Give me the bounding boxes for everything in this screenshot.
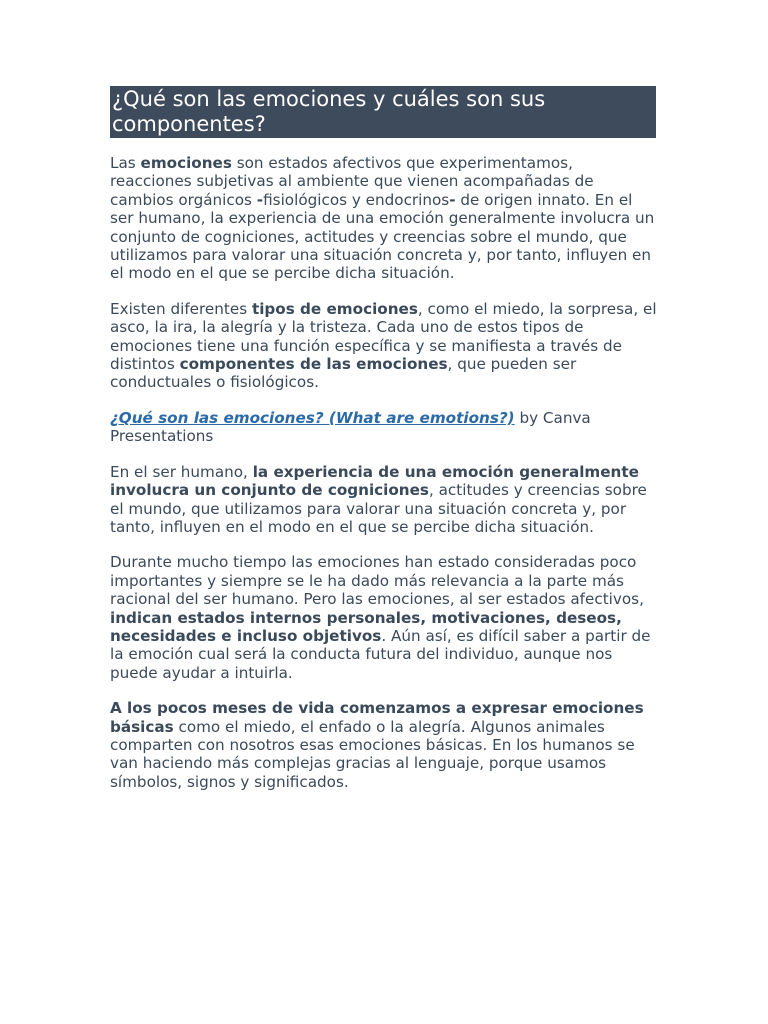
text: , como el miedo, la sorpresa, el asco, la ira, la alegría y la tristeza. Cada uno de estos tipos de emociones tiene una función específica y se manifiesta a través de distintos — [110, 299, 657, 374]
text: Durante mucho tiempo las emociones han estado consideradas poco importantes y siempre se le ha dado más relevancia a la parte más racional del ser humano. Pero las emociones, al ser estados afectivos, — [110, 553, 644, 609]
text: Existen diferentes — [110, 299, 252, 318]
text: En el ser humano, — [110, 462, 253, 481]
bold-text: tipos de emociones — [251, 299, 418, 318]
paragraph-experience — [110, 463, 658, 537]
bold-text: - — [256, 190, 264, 209]
bold-text: emociones — [140, 154, 232, 172]
bold-text: componentes de las emociones — [179, 355, 448, 374]
page-title: ¿Qué son las emociones y cuáles son sus componentes? — [110, 86, 656, 138]
bold-text: indican estados internos personales, motivaciones, deseos, necesidades e incluso objetivos — [110, 608, 622, 645]
paragraph-importance — [110, 553, 658, 682]
text: son estados afectivos que experimentamos, reacciones subjetivas al ambiente que vienen acompañadas de cambios orgánicos — [110, 154, 594, 209]
article-body — [110, 154, 658, 808]
text: , que pueden ser conductuales o fisiológicos. — [110, 355, 577, 392]
presentation-link[interactable]: ¿Qué son las emociones? (What are emotions?) — [110, 408, 515, 427]
paragraph-presentation-link — [110, 409, 658, 446]
paragraph-intro — [110, 154, 658, 283]
text: Las — [110, 154, 141, 172]
bold-text: la experiencia de una emoción generalmente involucra un conjunto de cogniciones — [110, 462, 639, 500]
text: by Canva Presentations — [110, 408, 591, 446]
text: de origen innato. En el ser humano, la experiencia de una emoción generalmente involucra un conjunto de cogniciones, actitudes y creencias sobre el mundo, que utilizamos para valorar una situación concreta y, por tanto, influyen en el modo en el que se percibe dicha situación. — [110, 190, 655, 283]
text: . Aún así, es difícil saber a partir de la emoción cual será la conducta futura del individuo, aunque nos puede ayudar a intuirla. — [110, 626, 651, 682]
text: fisiológicos y endocrinos — [263, 190, 450, 209]
text: como el miedo, el enfado o la alegría. Algunos animales comparten con nosotros esas emociones básicas. En los humanos se van haciendo más complejas gracias al lenguaje, porque usamos símbolos, signos y significados. — [110, 717, 635, 791]
paragraph-basic-emotions — [110, 699, 658, 791]
bold-text: A los pocos meses de vida comenzamos a expresar emociones básicas — [110, 699, 644, 736]
paragraph-types — [110, 300, 658, 392]
text: , actitudes y creencias sobre el mundo, que utilizamos para valorar una situación concreta y, por tanto, influyen en el modo en el que se percibe dicha situación. — [110, 481, 647, 536]
bold-text: - — [449, 190, 456, 209]
